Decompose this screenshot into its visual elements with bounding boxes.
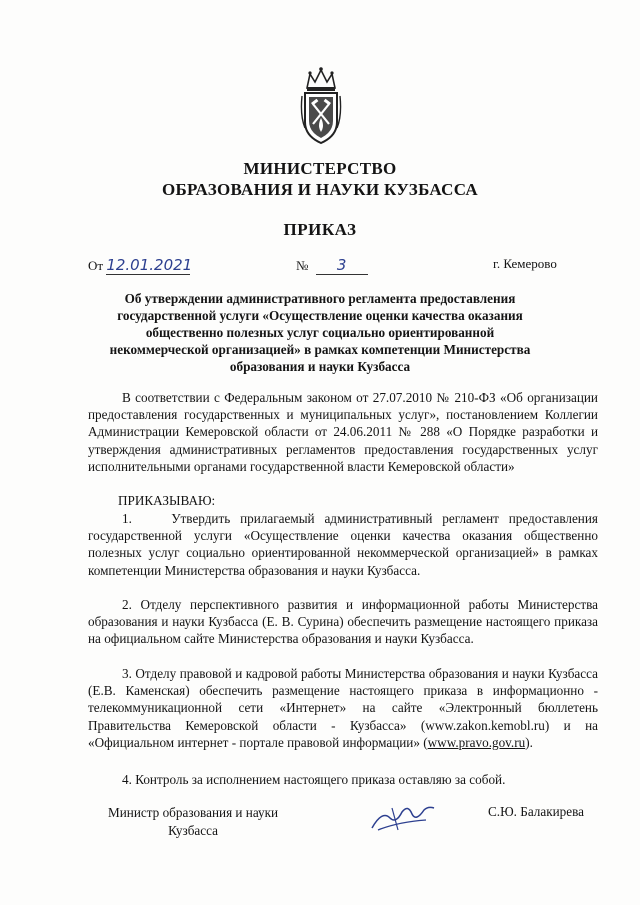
date-value: 12.01.2021 xyxy=(106,256,193,274)
number-value: 3 xyxy=(316,256,368,275)
signatory-name: С.Ю. Балакирева xyxy=(488,804,585,819)
subject-line: общественно полезных услуг социально ориентированной xyxy=(145,325,495,340)
document-type-title: ПРИКАЗ xyxy=(283,220,357,239)
date-prefix: От xyxy=(88,258,104,273)
number-prefix: № xyxy=(296,258,309,273)
ministry-title-line1: МИНИСТЕРСТВО xyxy=(243,159,397,178)
signatory-position xyxy=(108,804,278,840)
position-line1: Министр образования и науки xyxy=(108,805,279,820)
kuzbass-coat-of-arms-icon xyxy=(298,66,344,146)
item3-text-end: ). xyxy=(525,734,533,750)
order-item-3 xyxy=(88,665,598,751)
item3-text: 3. Отделу правовой и кадровой работы Министерства образования и науки Кузбасса (Е.В. Каменская) обеспечить размещение настоящего приказа в информационно - телекоммуникационной сети «Интернет» на сайте «Электронный бюллетень Правительства Кемеровской области - Кузбасса» (www.zakon.kemobl.ru) и на «Официальном интернет - портале правовой информации» ( xyxy=(88,666,598,750)
order-subject xyxy=(70,290,570,375)
ministry-title-line2: ОБРАЗОВАНИЯ И НАУКИ КУЗБАССА xyxy=(161,180,479,199)
handwritten-signature xyxy=(368,800,438,836)
order-date xyxy=(88,256,193,275)
subject-line: образования и науки Кузбасса xyxy=(229,359,411,374)
order-number xyxy=(296,256,368,275)
order-item-4: 4. Контроль за исполнением настоящего приказа оставляю за собой. xyxy=(122,772,506,787)
order-item-2: 2. Отделу перспективного развития и информационной работы Министерства образования и науки Кузбасса (Е. В. Сурина) обеспечить размещение настоящего приказа на официальном сайте Министерства образования и науки Кузбасса. xyxy=(88,597,598,647)
order-item-1: 1. Утвердить прилагаемый административный регламент предоставления государственной услуги «Осуществление оценки качества оказания общественно полезных услуг социально ориентированной некоммерческой организацией» в рамках компетенции Министерства образования и науки Кузбасса. xyxy=(88,511,598,578)
subject-line: государственной услуги «Осуществление оценки качества оказания xyxy=(117,308,523,323)
subject-line: некоммерческой организацией» в рамках компетенции Министерства xyxy=(109,342,531,357)
order-city: г. Кемерово xyxy=(493,256,557,271)
pravo-gov-link[interactable]: www.pravo.gov.ru xyxy=(427,734,526,750)
subject-line: Об утверждении административного регламента предоставления xyxy=(124,291,516,306)
position-line2: Кузбасса xyxy=(168,823,218,838)
decree-word: ПРИКАЗЫВАЮ: xyxy=(118,493,216,508)
preamble-paragraph: В соответствии с Федеральным законом от 27.07.2010 № 210-ФЗ «Об организации предоставления государственных и муниципальных услуг», постановлением Коллегии Администрации Кемеровской области от 24.06.2011 № 288 «О Порядке разработки и утверждения административных регламентов предоставления государственных услуг исполнительными органами государственной власти Кемеровской области» xyxy=(88,390,598,474)
